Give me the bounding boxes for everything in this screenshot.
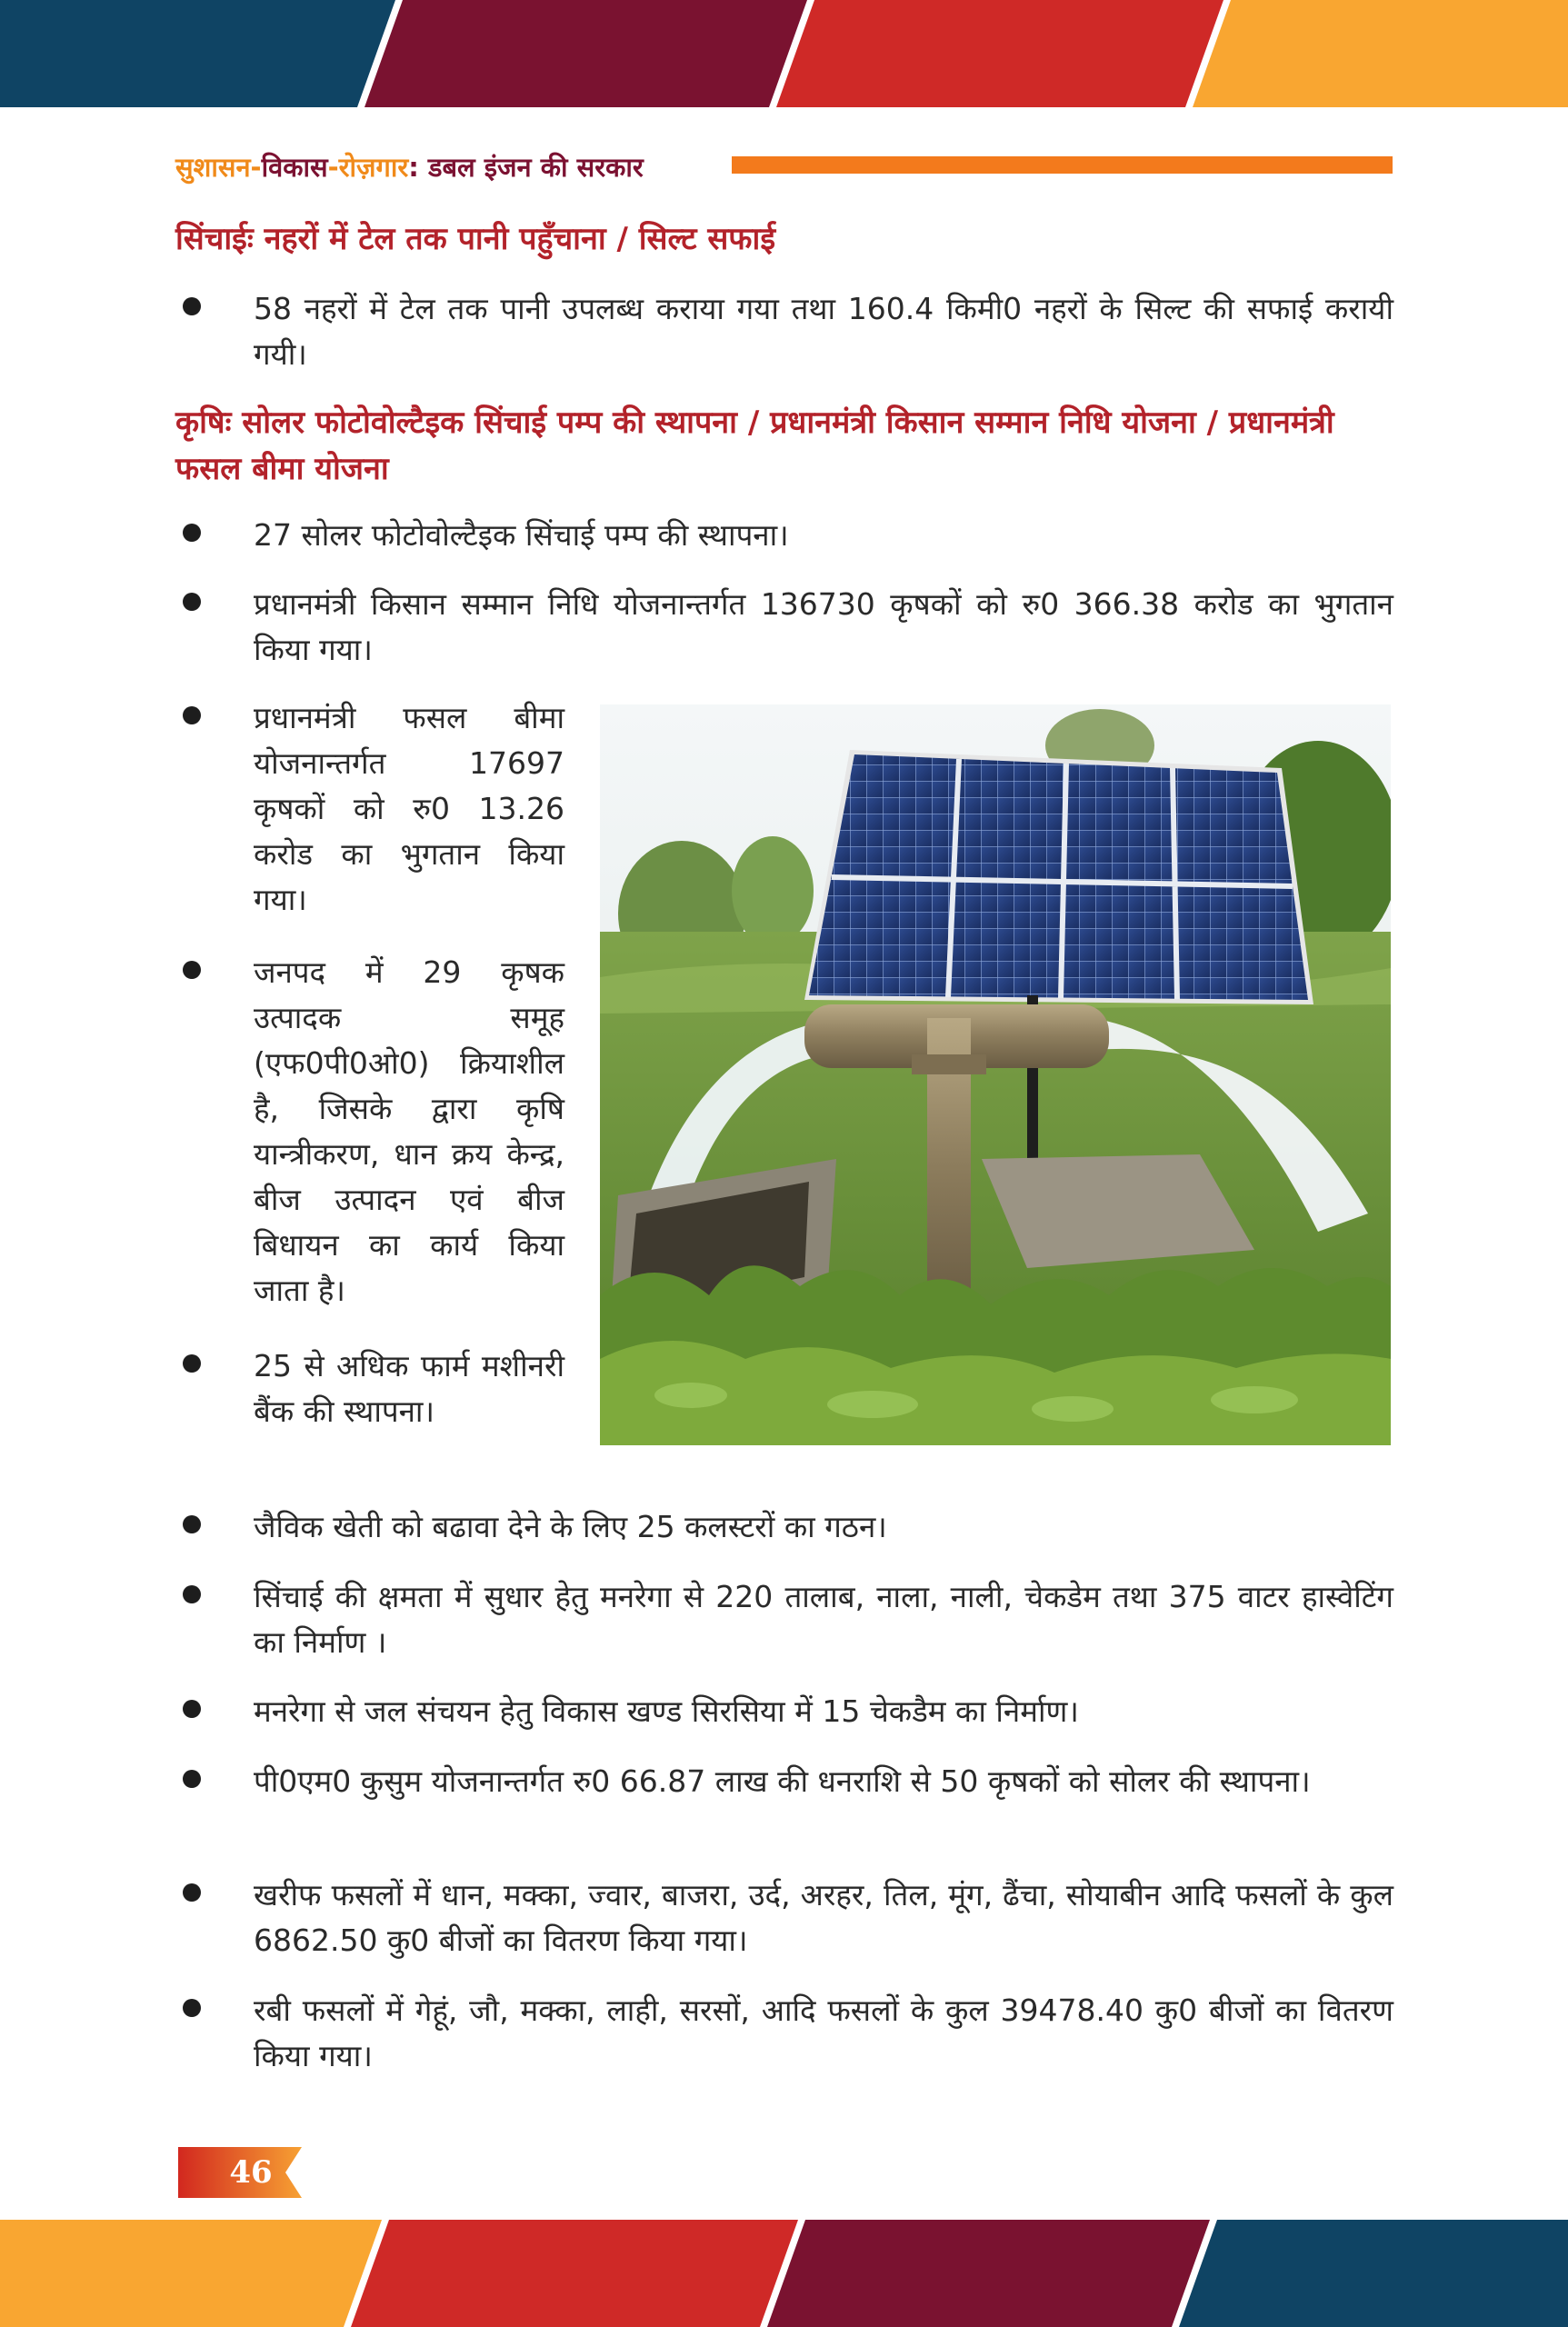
bullet-icon <box>183 1999 201 2017</box>
header-part-vikas: विकास <box>261 151 328 183</box>
solar-pump-photo <box>600 704 1391 1445</box>
bullet-icon <box>183 961 201 979</box>
list-item-text: 25 से अधिक फार्म मशीनरी बैंक की स्थापना। <box>254 1348 564 1429</box>
list-item-text: पी0एम0 कुसुम योजनान्तर्गत रु0 66.87 लाख की धनराशि से 50 कृषकों को सोलर की स्थापना। <box>254 1763 1311 1799</box>
section-title-agriculture: कृषिः सोलर फोटोवोल्टैइक सिंचाई पम्प की स्थापना / प्रधानमंत्री किसान सम्मान निधि योजना / प्रधानमंत्री फसल बीमा योजना <box>175 404 1334 487</box>
bullet-icon <box>183 1354 201 1373</box>
list-item <box>175 1988 1393 2079</box>
list-item-text: प्रधानमंत्री किसान सम्मान निधि योजनान्तर्गत 136730 कृषकों को रु0 366.38 करोड का भुगतान किया गया। <box>254 586 1393 667</box>
bullet-icon <box>183 297 201 315</box>
bullet-icon <box>183 593 201 611</box>
bullet-icon <box>183 1700 201 1718</box>
list-item-text: मनरेगा से जल संचयन हेतु विकास खण्ड सिरसिया में 15 चेकडैम का निर्माण। <box>254 1693 1079 1729</box>
list-item <box>175 582 1393 673</box>
header-part-sushasan: सुशासन- <box>175 151 262 183</box>
bullet-icon <box>183 524 201 542</box>
header-part-double-engine: : डबल इंजन की सरकार <box>408 151 644 183</box>
list-item <box>175 1574 1393 1665</box>
list-item-text: जैविक खेती को बढावा देने के लिए 25 कलस्टरों का गठन। <box>254 1509 887 1544</box>
list-item <box>175 1689 1393 1734</box>
list-item <box>175 513 1393 558</box>
list-item <box>175 1504 1393 1550</box>
bullet-icon <box>183 1883 201 1902</box>
page-number: 46 <box>229 2154 273 2191</box>
header-part-rozgar: -रोज़गार <box>327 151 409 183</box>
bullet-icon <box>183 1515 201 1533</box>
list-item-text: 27 सोलर फोटोवोल्टैइक सिंचाई पम्प की स्थापना। <box>254 517 789 553</box>
list-item-text: जनपद में 29 कृषक उत्पादक समूह (एफ0पी0ओ0) क्रियाशील है, जिसके द्वारा कृषि यान्त्रीकरण, धान क्रय केन्द्र, बीज उत्पादन एवं बीज बिधायन का कार्य किया जाता है। <box>254 954 564 1308</box>
list-item <box>175 1759 1393 1804</box>
bullet-icon <box>183 1585 201 1603</box>
list-item-text: 58 नहरों में टेल तक पानी उपलब्ध कराया गया तथा 160.4 किमी0 नहरों के सिल्ट की सफाई करायी गयी। <box>254 291 1393 372</box>
list-item-text: खरीफ फसलों में धान, मक्का, ज्वार, बाजरा, उर्द, अरहर, तिल, मूंग, ढैंचा, सोयाबीन आदि फसलों के कुल 6862.50 कु0 बीजों का वितरण किया गया। <box>254 1877 1393 1958</box>
bullet-icon <box>183 706 201 724</box>
list-item-text: रबी फसलों में गेहूं, जौ, मक्का, लाही, सरसों, आदि फसलों के कुल 39478.40 कु0 बीजों का वितरण किया गया। <box>254 1992 1393 2073</box>
top-color-band <box>0 0 1568 107</box>
section-title-irrigation: सिंचाईः नहरों में टेल तक पानी पहुँचाना / सिल्ट सफाई <box>175 221 776 257</box>
bullet-icon <box>183 1770 201 1788</box>
page-number-tab <box>178 2147 302 2198</box>
bottom-color-band <box>0 2220 1568 2327</box>
list-item-text: सिंचाई की क्षमता में सुधार हेतु मनरेगा से 220 तालाब, नाला, नाली, चेकडेम तथा 375 वाटर हास्वेटिंग का निर्माण । <box>254 1579 1393 1660</box>
running-header <box>175 145 644 187</box>
header-orange-rule <box>732 156 1393 174</box>
list-item-text: प्रधानमंत्री फसल बीमा योजनान्तर्गत 17697 कृषकों को रु0 13.26 करोड का भुगतान किया गया। <box>254 700 564 917</box>
list-item <box>175 1873 1393 1963</box>
list-item <box>175 286 1393 377</box>
